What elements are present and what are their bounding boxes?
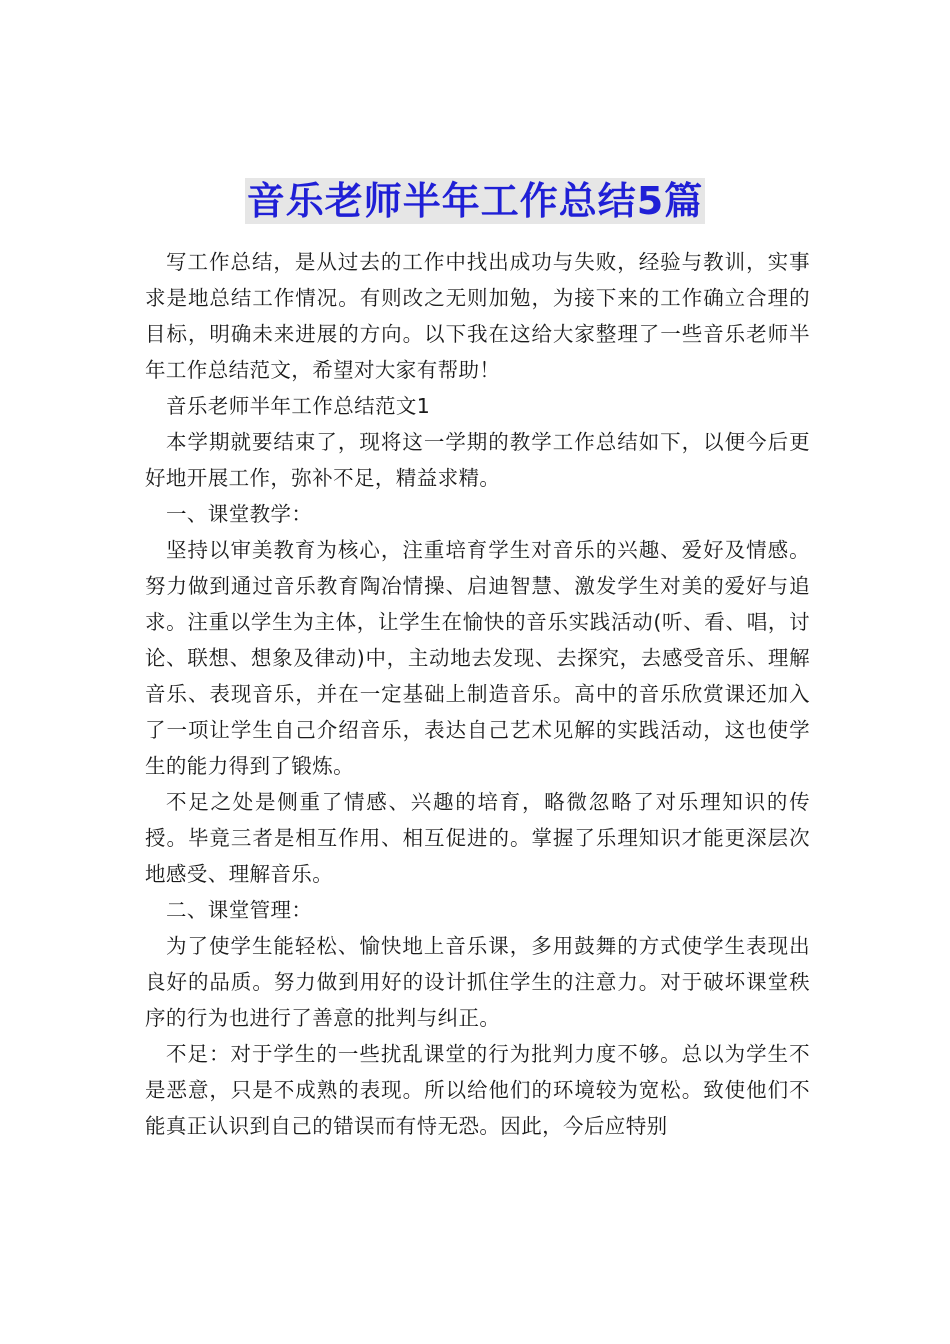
document-title: 音乐老师半年工作总结5篇 xyxy=(246,179,704,223)
document-body xyxy=(145,244,810,1144)
title-container xyxy=(0,178,950,224)
paragraph: 本学期就要结束了，现将这一学期的教学工作总结如下，以便今后更好地开展工作，弥补不足，精益求精。 xyxy=(145,430,810,490)
intro-paragraph: 写工作总结，是从过去的工作中找出成功与失败，经验与教训，实事求是地总结工作情况。有则改之无则加勉，为接下来的工作确立合理的目标，明确未来进展的方向。以下我在这给大家整理了一些音乐老师半年工作总结范文，希望对大家有帮助！ xyxy=(145,250,810,382)
paragraph: 为了使学生能轻松、愉快地上音乐课，多用鼓舞的方式使学生表现出良好的品质。努力做到用好的设计抓住学生的注意力。对于破坏课堂秩序的行为也进行了善意的批判与纠正。 xyxy=(145,934,810,1030)
subsection-heading: 一、课堂教学： xyxy=(166,502,313,526)
subsection-heading: 二、课堂管理： xyxy=(166,898,313,922)
section-heading: 音乐老师半年工作总结范文1 xyxy=(166,394,431,418)
paragraph: 不足：对于学生的一些扰乱课堂的行为批判力度不够。总以为学生不是恶意，只是不成熟的表现。所以给他们的环境较为宽松。致使他们不能真正认识到自己的错误而有恃无恐。因此，今后应特别 xyxy=(145,1042,810,1138)
paragraph: 不足之处是侧重了情感、兴趣的培育，略微忽略了对乐理知识的传授。毕竟三者是相互作用、相互促进的。掌握了乐理知识才能更深层次地感受、理解音乐。 xyxy=(145,790,810,886)
paragraph: 坚持以审美教育为核心，注重培育学生对音乐的兴趣、爱好及情感。努力做到通过音乐教育陶冶情操、启迪智慧、激发学生对美的爱好与追求。注重以学生为主体，让学生在愉快的音乐实践活动(听、看、唱，讨论、联想、想象及律动)中，主动地去发现、去探究，去感受音乐、理解音乐、表现音乐，并在一定基础上制造音乐。高中的音乐欣赏课还加入了一项让学生自己介绍音乐，表达自己艺术见解的实践活动，这也使学生的能力得到了锻炼。 xyxy=(145,538,810,778)
